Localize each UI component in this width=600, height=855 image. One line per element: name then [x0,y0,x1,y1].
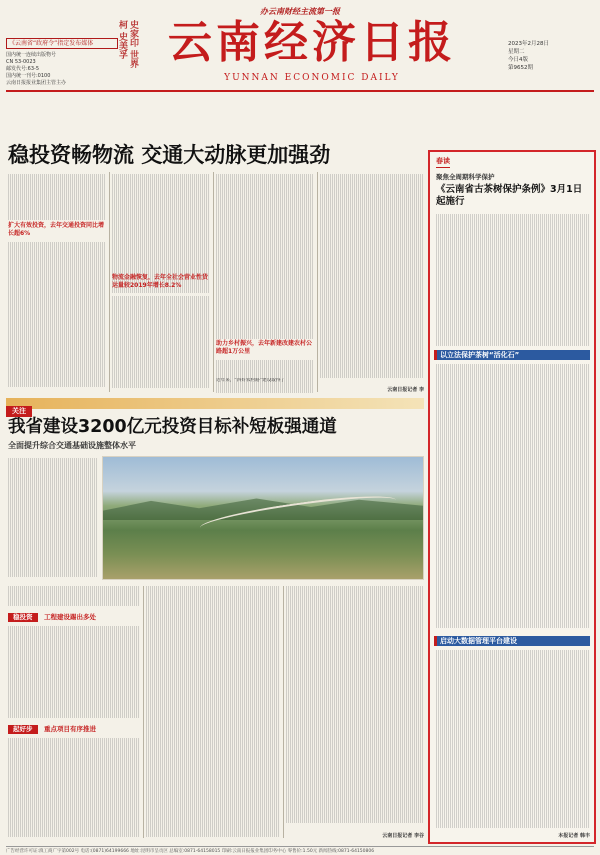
section-column-1b [8,738,140,838]
lead-column-4 [320,174,424,386]
pub-line-1: 国内统一连续出版物号 [6,52,57,58]
issue-weekday: 星期二 [508,49,525,55]
sidebar-section-bar-2: 启动大数据管理平台建设 [434,636,590,646]
section-label: 关注 [6,406,32,417]
issue-pages: 今日4版 [508,57,528,63]
column-rule [109,172,110,392]
section-bar [6,398,424,415]
highway-photo [102,456,424,580]
sidebar-byline: 本报记者 韩丰 [558,833,590,839]
column-rule [213,172,214,392]
tag-invest-title: 工程建设踢出多处 [44,613,96,621]
tag-start: 起好步 [8,725,38,734]
lead-subhead-3: 助力乡村振兴，去年新建改建农村公路超1万公里 [216,340,313,355]
lead-subhead-1: 扩大有效投资，去年交通投资同比增长超6% [8,222,105,237]
calligraphy-seal: 史家印 世界柯 史美孚 [117,20,138,69]
masthead-english: YUNNAN ECONOMIC DAILY [224,73,400,83]
lead-column-3b [216,360,314,394]
section-deck: 全面提升综合交通基础设施整体水平 [8,441,136,450]
section-column-lead [8,586,140,610]
sidebar-kicker: 聚焦全周期科学保护 [436,173,495,181]
sidebar-column-3 [436,650,590,830]
issue-date: 2023年2月28日 [508,41,549,47]
sidebar-headline: 《云南省古茶树保护条例》3月1日起施行 [436,184,583,207]
section-headline: 我省建设3200亿元投资目标补短板强通道 [8,417,337,437]
page-footer: 广告经营许可证:滇工商广字第002号 电话:(0871)64199666 地址:昆明市呈贡区 总编室:0871-64158015 印刷:云南日报报业集团印务中心 零售价:1.50元 新闻热线:0871-64150806 [6,846,594,854]
sidebar-tag: 春读 [436,156,450,168]
sidebar-column-1 [436,214,590,350]
sidebar-column-2 [436,364,590,632]
pub-line-5: 云南日报报业集团主管主办 [6,80,67,86]
pub-line-4: 国内统一刊号:0100 [6,73,51,79]
tag-start-title: 重点项目有序推进 [44,725,96,733]
column-rule [317,172,318,392]
lead-subhead-2: 物流金融恢复，去年全社会营业性货运量较2019年增长8.2% [112,274,209,289]
tag-invest: 稳投资 [8,613,38,622]
pub-line-3: 邮发代号:63-5 [6,66,40,72]
sidebar-box [428,150,596,844]
column-rule [143,586,144,838]
section-byline: 云南日报记者 李谷 [382,833,424,839]
lead-byline: 云南日报记者 李 [387,387,424,393]
government-notice-tag: 《云南省“政府令”指定发布媒体 [6,38,118,49]
section-column-3 [286,586,424,830]
masthead-title: 云南经济日报 [168,17,456,68]
section-column-1 [8,626,140,722]
issue-number: 第9652期 [508,65,533,71]
lead-column-2b [112,296,210,394]
masthead-slogan: 办云南财经主流第一报 [260,7,340,16]
lead-headline: 稳投资畅物流 交通大动脉更加强劲 [8,143,331,167]
masthead-rule [6,90,594,92]
lead-column-1b [8,242,106,394]
issue-info [508,40,594,72]
publication-info [6,38,118,87]
sidebar-section-bar-1: 以立法保护茶树“活化石” [434,350,590,360]
lead-closing-line: 近年来，“四好农村路”建设取得了 [216,378,286,383]
pub-line-2: CN 53-0023 [6,59,36,65]
section-intro-column [8,458,98,578]
column-rule [283,586,284,838]
section-column-2 [146,586,280,838]
